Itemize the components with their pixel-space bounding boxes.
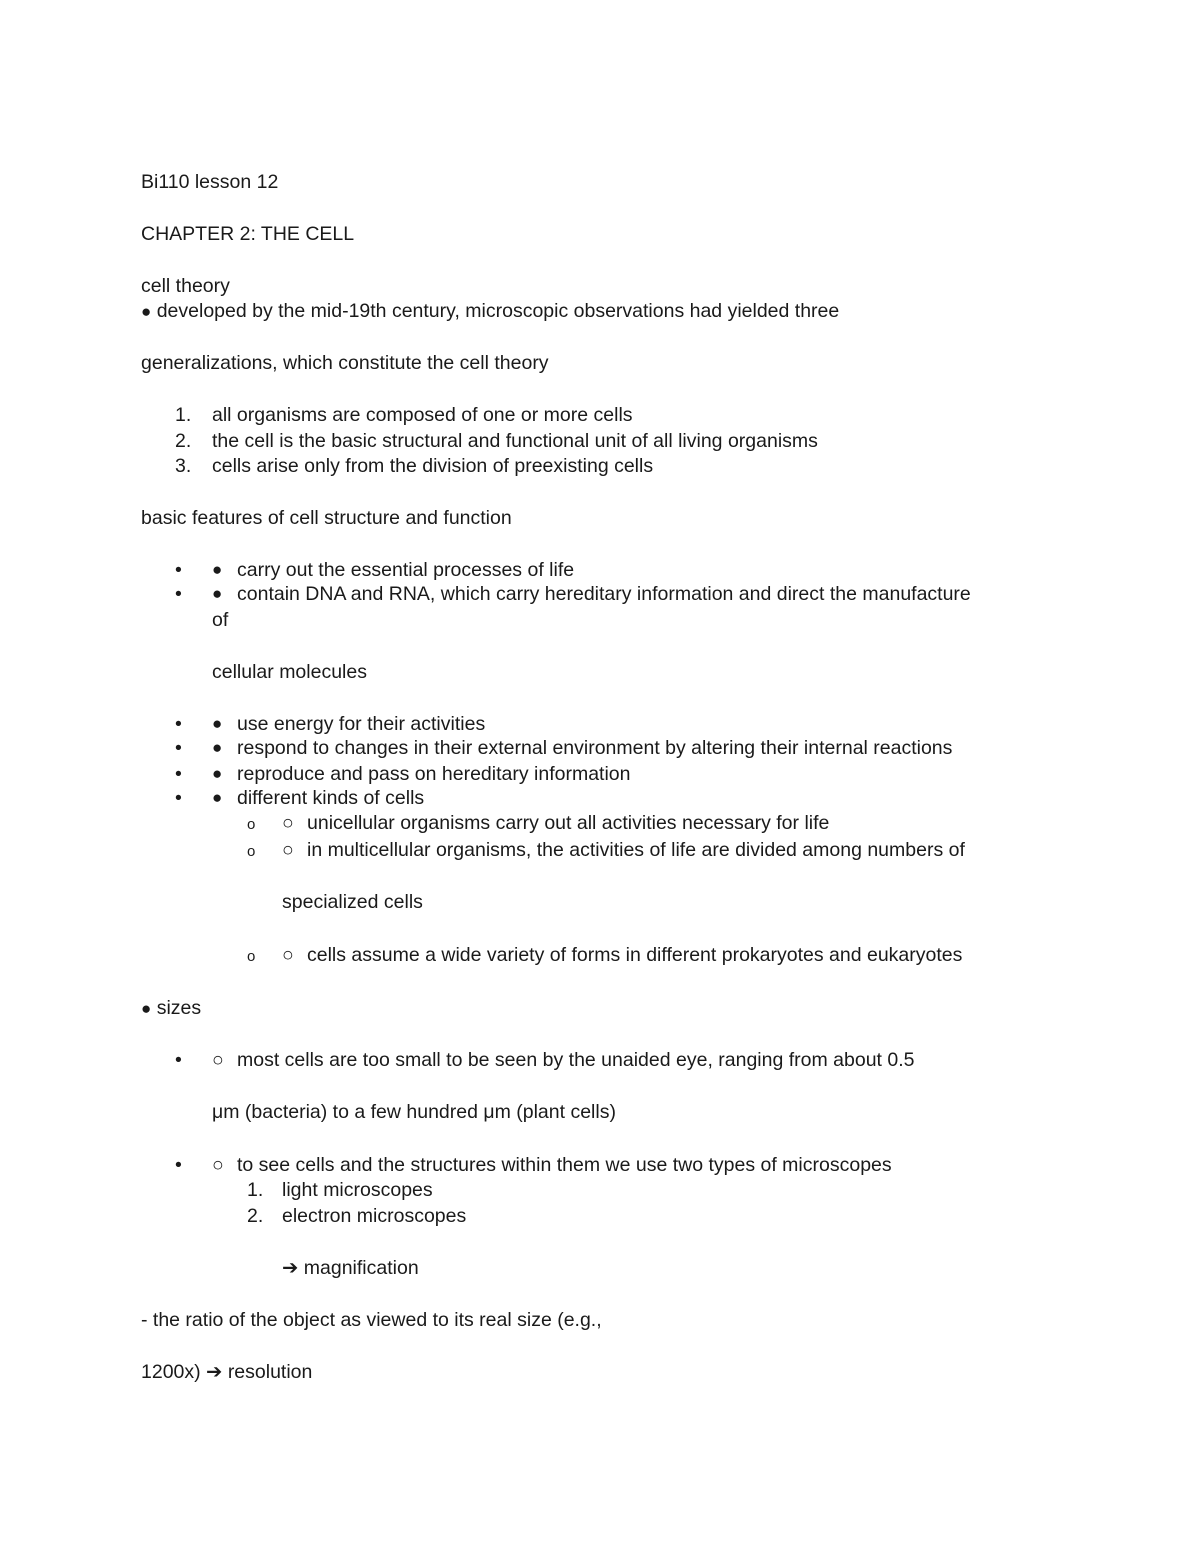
lead-text: developed by the mid-19th century, microscopic observations had yielded three <box>156 300 840 322</box>
resolution-line <box>141 1359 312 1385</box>
cell-theory-lead-cont: generalizations, which constitute the cell theory <box>141 352 549 374</box>
cell-theory-lead <box>141 298 839 325</box>
sub-bullet-icon: ○ <box>282 944 294 966</box>
list-item: electron microscopes <box>282 1205 467 1227</box>
sizes-text: sizes <box>156 997 202 1019</box>
doc-title: Bi110 lesson 12 <box>141 171 279 193</box>
bullet-icon: ● <box>212 714 223 733</box>
list-item: to see cells and the structures within them we use two types of microscopes <box>237 1154 892 1176</box>
bullet-icon: ● <box>212 584 223 603</box>
features-heading: basic features of cell structure and function <box>141 507 512 529</box>
list-item: respond to changes in their external environment by altering their internal reactions <box>237 737 953 759</box>
bullet-icon: • <box>175 559 182 581</box>
bullet-icon: • <box>175 763 182 785</box>
sub-bullet-icon: ○ <box>212 1154 224 1176</box>
list-item: all organisms are composed of one or more cells <box>212 404 633 426</box>
sub-bullet-icon: ○ <box>282 839 294 861</box>
sizes-heading <box>141 995 201 1022</box>
sub-list-item-cont: specialized cells <box>282 891 423 913</box>
sub-list-item: cells assume a wide variety of forms in different prokaryotes and eukaryotes <box>307 944 963 966</box>
list-item: different kinds of cells <box>237 787 425 809</box>
sub-bullet-icon: ○ <box>282 812 294 834</box>
list-number: 2. <box>247 1205 264 1227</box>
chapter-heading: CHAPTER 2: THE CELL <box>141 223 355 245</box>
bullet-icon: ● <box>141 302 152 321</box>
list-item-cont: of <box>212 609 229 631</box>
bullet-icon: ● <box>212 788 223 807</box>
bullet-icon: • <box>175 583 182 605</box>
list-item: use energy for their activities <box>237 713 486 735</box>
list-item: the cell is the basic structural and functional unit of all living organisms <box>212 430 818 452</box>
bullet-icon: ● <box>212 764 223 783</box>
magnification-text: magnification <box>303 1257 419 1279</box>
sub-bullet-icon: o <box>247 843 256 860</box>
bullet-icon: ● <box>212 738 223 757</box>
list-item: light microscopes <box>282 1179 433 1201</box>
list-item: cells arise only from the division of preexisting cells <box>212 455 654 477</box>
sub-list-item: unicellular organisms carry out all activities necessary for life <box>307 812 830 834</box>
cell-theory-heading: cell theory <box>141 275 230 297</box>
sub-bullet-icon: o <box>247 816 256 833</box>
list-item: reproduce and pass on hereditary information <box>237 763 631 785</box>
ratio-line: - the ratio of the object as viewed to its real size (e.g., <box>141 1309 602 1331</box>
list-item-cont: cellular molecules <box>212 661 367 683</box>
sub-bullet-icon: ○ <box>212 1049 224 1071</box>
arrow-icon: ➔ <box>282 1257 299 1279</box>
bullet-icon: ● <box>141 999 152 1018</box>
bullet-icon: • <box>175 1049 182 1071</box>
bullet-icon: • <box>175 737 182 759</box>
list-item: most cells are too small to be seen by the unaided eye, ranging from about 0.5 <box>237 1049 915 1071</box>
list-item-cont: μm (bacteria) to a few hundred μm (plant cells) <box>212 1101 616 1123</box>
resolution-text: resolution <box>227 1361 313 1383</box>
arrow-icon: ➔ <box>206 1361 223 1383</box>
bullet-icon: ● <box>212 560 223 579</box>
bullet-icon: • <box>175 713 182 735</box>
list-item: contain DNA and RNA, which carry hereditary information and direct the manufacture <box>237 583 971 605</box>
sub-bullet-icon: o <box>247 948 256 965</box>
list-number: 3. <box>175 455 192 477</box>
bullet-icon: • <box>175 787 182 809</box>
list-number: 1. <box>247 1179 264 1201</box>
list-number: 1. <box>175 404 192 426</box>
bullet-icon: • <box>175 1154 182 1176</box>
list-item: carry out the essential processes of life <box>237 559 575 581</box>
resolution-prefix: 1200x) <box>141 1361 201 1383</box>
list-number: 2. <box>175 430 192 452</box>
magnification-line <box>282 1255 419 1281</box>
sub-list-item: in multicellular organisms, the activities of life are divided among numbers of <box>307 839 965 861</box>
